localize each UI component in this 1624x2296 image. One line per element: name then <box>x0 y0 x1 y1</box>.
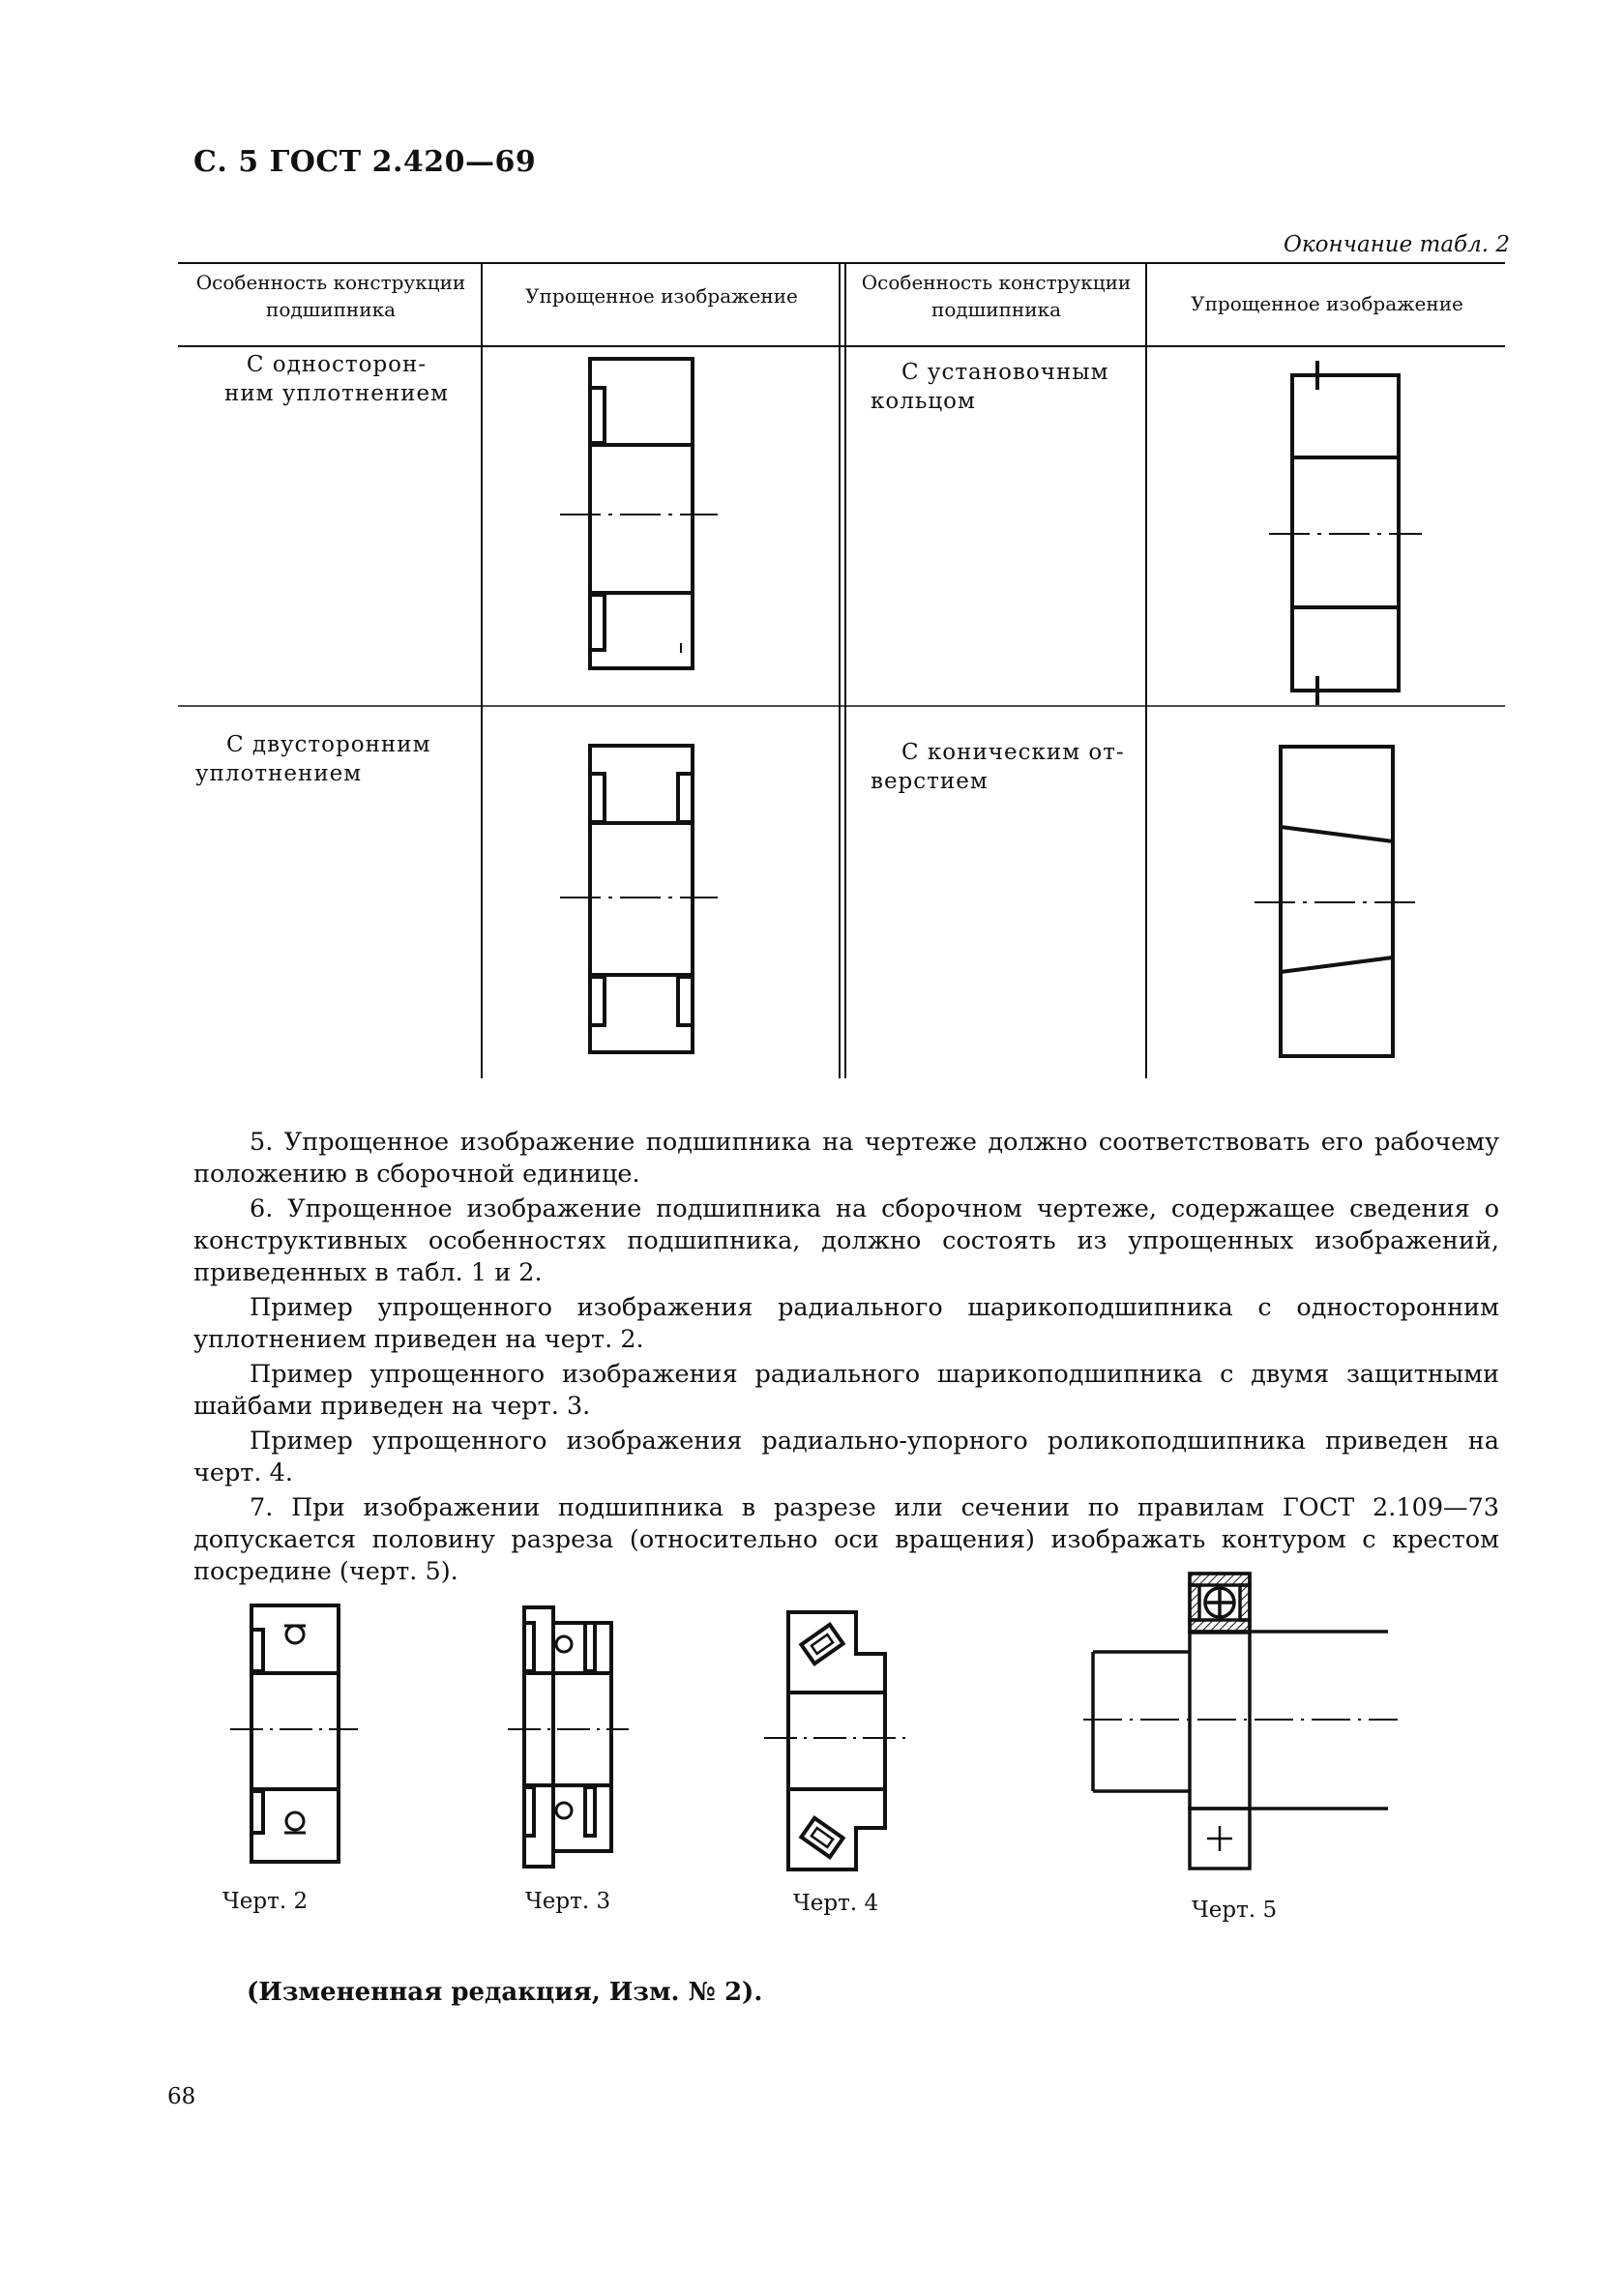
amendment-note: (Измененная редакция, Изм. № 2). <box>247 1978 763 2007</box>
paragraph-5: 5. Упрощенное изображение подшипника на чертеже должно соответствовать его рабочему положению в сборочной единице. <box>193 1128 1499 1189</box>
figure-5-caption: Черт. 5 <box>1192 1898 1278 1923</box>
figure-3-drawing <box>503 1596 638 1886</box>
figure-5-drawing <box>1069 1567 1407 1876</box>
col-header-image-right: Упрощенное изображение <box>1191 292 1463 315</box>
paragraph-7: 7. При изображении подшипника в разрезе или сечении по правилам ГОСТ 2.109—73 допускается половину разреза (относительно оси вращения) изображать контуром с крестом посредине (черт. 5). <box>193 1493 1499 1586</box>
feature-two-sided-seal: С двусторонним уплотнением <box>195 732 431 786</box>
table-caption: Окончание табл. 2 <box>1284 232 1510 257</box>
feature-locating-ring: С установочным кольцом <box>871 360 1109 414</box>
feature-one-sided-seal: С односторон- ним уплотнением <box>223 352 449 406</box>
feature-tapered-bore: С коническим от- верстием <box>871 740 1125 794</box>
body-text <box>193 1127 1499 1591</box>
col-header-feature-right: Особенность конструкции подшипника <box>861 271 1132 321</box>
figure-2-caption: Черт. 2 <box>222 1889 309 1914</box>
locating-ring-drawing <box>1269 361 1422 705</box>
figure-4-caption: Черт. 4 <box>793 1891 879 1916</box>
figure-2-drawing <box>222 1591 368 1881</box>
one-sided-seal-drawing <box>560 359 718 668</box>
paragraph-example-3: Пример упрощенного изображения радиального шарикоподшипника с двумя защитными шайбами приведен на черт. 3. <box>193 1360 1499 1421</box>
paragraph-example-4: Пример упрощенного изображения радиально-упорного роликоподшипника приведен на черт. 4. <box>193 1427 1499 1487</box>
col-header-image-left: Упрощенное изображение <box>525 284 798 308</box>
figure-4-drawing <box>759 1601 914 1891</box>
paragraph-example-2: Пример упрощенного изображения радиального шарикоподшипника с односторонним уплотнением приведен на черт. 2. <box>193 1293 1499 1354</box>
page-number: 68 <box>167 2084 196 2109</box>
bearing-table <box>178 261 1507 1078</box>
two-sided-seal-drawing <box>560 746 718 1052</box>
col-header-feature-left: Особенность конструкции подшипника <box>195 271 466 321</box>
tapered-bore-drawing <box>1255 747 1416 1056</box>
paragraph-6: 6. Упрощенное изображение подшипника на сборочном чертеже, содержащее сведения о конструктивных особенностях подшипника, должно состоять из упрощенных изображений, приведенных в табл. 1 и 2. <box>193 1194 1499 1287</box>
page-header: С. 5 ГОСТ 2.420—69 <box>193 145 537 179</box>
figure-3-caption: Черт. 3 <box>525 1889 611 1914</box>
